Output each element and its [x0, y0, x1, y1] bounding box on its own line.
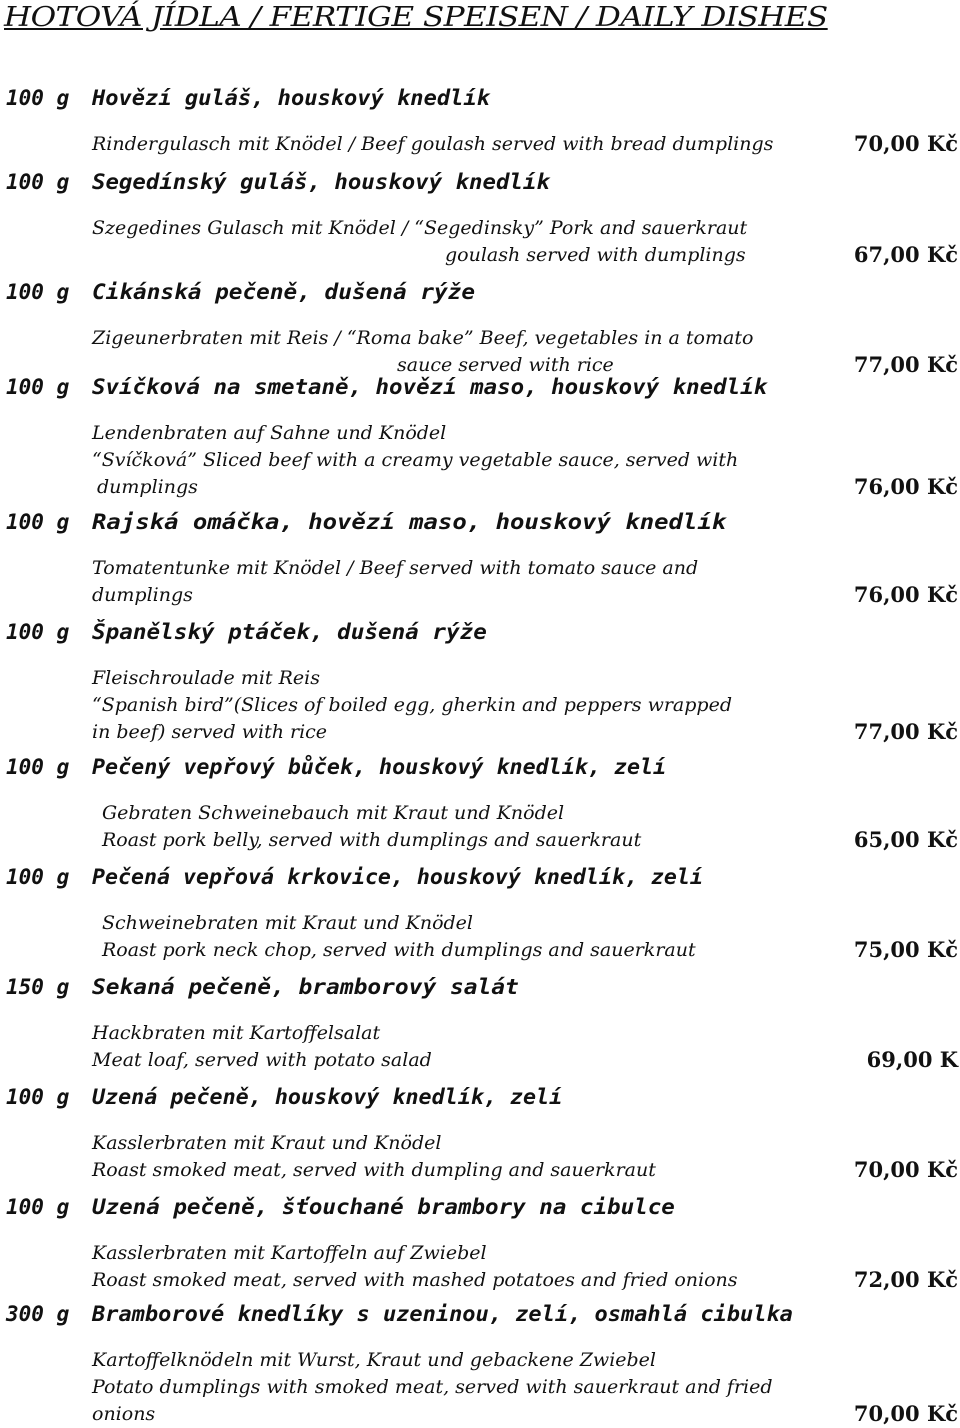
dish-name: Cikánská pečeně, dušená rýže [92, 280, 476, 304]
dish-description-line: “Spanish bird”(Slices of boiled egg, gherkin and peppers wrapped [92, 694, 732, 716]
dish-heading [0, 280, 960, 310]
dish-description-line: Roast smoked meat, served with mashed potatoes and fried onions [92, 1269, 738, 1291]
dish-description-line: Meat loaf, served with potato salad [92, 1049, 432, 1071]
dish-price: 70,00 Kč [853, 1401, 958, 1426]
dish-heading [0, 1085, 960, 1115]
dish-weight: 100 g [6, 620, 70, 644]
dish-item [0, 975, 960, 1072]
dish-price: 77,00 Kč [853, 352, 958, 377]
dish-description-line: Gebraten Schweinebauch mit Kraut und Knödel [102, 802, 565, 824]
dish-description-line: Roast pork neck chop, served with dumplings and sauerkraut [102, 939, 696, 961]
dish-price: 67,00 Kč [853, 242, 958, 267]
dish-description-line: Kasslerbraten mit Kraut und Knödel [92, 1132, 442, 1154]
dish-description-line: onions [92, 1403, 156, 1425]
dish-weight: 100 g [6, 755, 70, 779]
dish-description-line: dumplings [92, 584, 193, 606]
dish-description-line: Hackbraten mit Kartoffelsalat [92, 1022, 381, 1044]
dish-heading [0, 86, 960, 116]
dish-description-line: Tomatentunke mit Knödel / Beef served with tomato sauce and [92, 557, 699, 579]
menu-title: HOTOVÁ JÍDLA / FERTIGE SPEISEN / DAILY DISHES [4, 2, 828, 33]
dish-name: Svíčková na smetaně, hovězí maso, houskový knedlík [92, 375, 768, 399]
dish-price: 70,00 Kč [853, 1157, 958, 1182]
dish-weight: 100 g [6, 280, 70, 304]
dish-weight: 100 g [6, 865, 70, 889]
dish-description-line: Zigeunerbraten mit Reis / “Roma bake” Beef, vegetables in a tomato [92, 327, 754, 349]
dish-description-line: Kartoffelknödeln mit Wurst, Kraut und gebackene Zwiebel [92, 1349, 656, 1371]
dish-item [0, 375, 960, 499]
dish-price: 76,00 Kč [853, 474, 958, 499]
dish-description-line: Rindergulasch mit Knödel / Beef goulash served with bread dumplings [92, 133, 774, 155]
dish-price: 72,00 Kč [853, 1267, 958, 1292]
dish-weight: 100 g [6, 375, 70, 399]
dish-weight: 100 g [6, 1085, 70, 1109]
dish-weight: 100 g [6, 1195, 70, 1219]
dish-description-line: Lendenbraten auf Sahne und Knödel [92, 422, 447, 444]
dish-item [0, 510, 960, 607]
dish-weight: 100 g [6, 510, 70, 534]
dish-description-line: Potato dumplings with smoked meat, served with sauerkraut and fried [92, 1376, 773, 1398]
dish-name: Bramborové knedlíky s uzeninou, zelí, osmahlá cibulka [92, 1302, 793, 1326]
dish-description-line: sauce served with rice [397, 354, 614, 376]
dish-item [0, 865, 960, 962]
dish-heading [0, 755, 960, 785]
dish-item [0, 280, 960, 377]
dish-item [0, 86, 960, 156]
dish-heading [0, 975, 960, 1005]
dish-description-line: in beef) served with rice [92, 721, 328, 743]
dish-description-line: Roast smoked meat, served with dumpling and sauerkraut [92, 1159, 656, 1181]
dish-description-line: Roast pork belly, served with dumplings and sauerkraut [102, 829, 642, 851]
dish-heading [0, 170, 960, 200]
dish-price: 75,00 Kč [853, 937, 958, 962]
dish-name: Segedínský guláš, houskový knedlík [92, 170, 550, 194]
dish-name: Rajská omáčka, hovězí maso, houskový knedlík [92, 510, 727, 534]
dish-heading [0, 1302, 960, 1332]
dish-description-line: Kasslerbraten mit Kartoffeln auf Zwiebel [92, 1242, 487, 1264]
dish-item [0, 620, 960, 744]
dish-description-line: “Svíčková” Sliced beef with a creamy vegetable sauce, served with [92, 449, 739, 471]
dish-price: 77,00 Kč [853, 719, 958, 744]
dish-weight: 100 g [6, 86, 70, 110]
dish-name: Pečená vepřová krkovice, houskový knedlík, zelí [92, 865, 703, 889]
dish-heading [0, 375, 960, 405]
dish-heading [0, 620, 960, 650]
dish-weight: 100 g [6, 170, 70, 194]
dish-name: Hovězí guláš, houskový knedlík [92, 86, 490, 110]
dish-heading [0, 1195, 960, 1225]
dish-name: Španělský ptáček, dušená rýže [92, 620, 487, 644]
dish-description-line: Fleischroulade mit Reis [92, 667, 320, 689]
dish-weight: 300 g [6, 1302, 70, 1326]
dish-item [0, 1302, 960, 1426]
dish-item [0, 755, 960, 852]
dish-description-line: Szegedines Gulasch mit Knödel / “Segedinsky” Pork and sauerkraut [92, 217, 748, 239]
dish-item [0, 1195, 960, 1292]
dish-description-line: dumplings [97, 476, 198, 498]
dish-price: 76,00 Kč [853, 582, 958, 607]
dish-price: 69,00 K [866, 1047, 958, 1072]
dish-name: Sekaná pečeně, bramborový salát [92, 975, 519, 999]
dish-name: Uzená pečeně, šťouchané brambory na cibulce [92, 1195, 675, 1219]
dish-price: 65,00 Kč [853, 827, 958, 852]
dish-weight: 150 g [6, 975, 70, 999]
dish-heading [0, 865, 960, 895]
dish-price: 70,00 Kč [853, 131, 958, 156]
dish-description-line: goulash served with dumplings [445, 244, 746, 266]
dish-heading [0, 510, 960, 540]
dish-name: Uzená pečeně, houskový knedlík, zelí [92, 1085, 563, 1109]
dish-item [0, 1085, 960, 1182]
dish-item [0, 170, 960, 267]
dish-description-line: Schweinebraten mit Kraut und Knödel [102, 912, 474, 934]
dish-name: Pečený vepřový bůček, houskový knedlík, zelí [92, 755, 667, 779]
